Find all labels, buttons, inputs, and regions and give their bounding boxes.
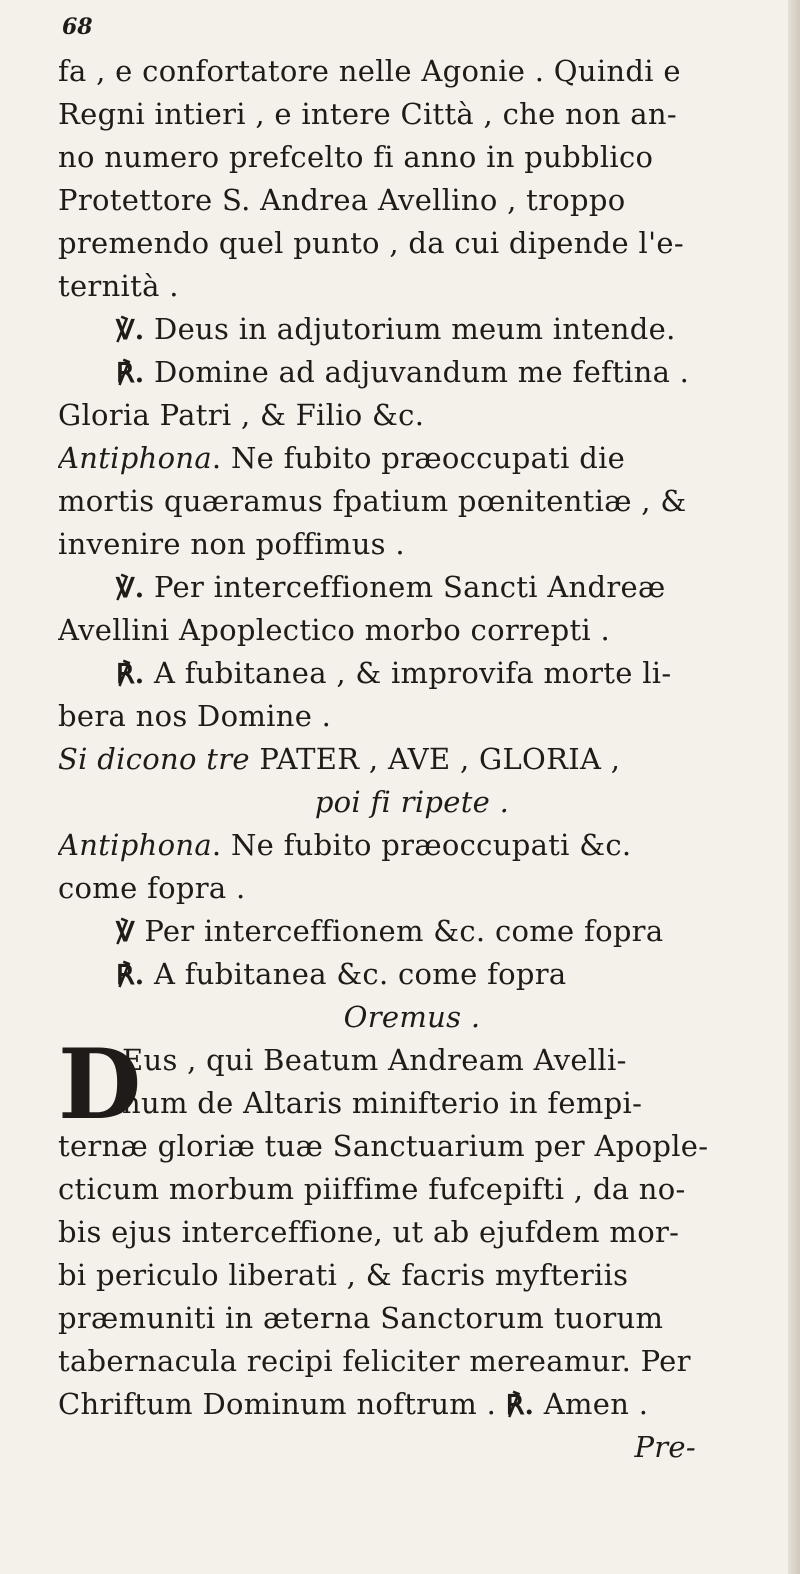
- prayer-line: ternæ gloriæ tuæ Sanctuarium per Apople-: [58, 1129, 709, 1163]
- drop-cap-initial: D: [58, 1028, 142, 1141]
- response-symbol: ℟.: [116, 960, 145, 991]
- catchword: Pre-: [634, 1430, 696, 1464]
- antiphon-label: Antiphona: [58, 828, 212, 862]
- text-line: premendo quel punto , da cui dipende l'e-: [58, 226, 684, 260]
- oremus-heading: Oremus .: [343, 1000, 481, 1034]
- rubric-italic: Si dicono tre: [58, 742, 250, 776]
- amen-text: Amen .: [543, 1387, 649, 1421]
- prayer-line: Eus , qui Beatum Andream Avelli-: [122, 1043, 627, 1077]
- response-line: bera nos Domine .: [58, 699, 332, 733]
- text-line: no numero prefcelto fi anno in pubblico: [58, 140, 654, 174]
- response-line: [58, 652, 766, 695]
- text-line: Protettore S. Andrea Avellino , troppo: [58, 183, 626, 217]
- response-symbol: ℟.: [116, 659, 145, 690]
- versicle-text: Per interceffionem &c. come fopra: [144, 914, 664, 948]
- page-edge: [788, 0, 800, 1574]
- prayer-line: bis ejus interceffione, ut ab ejufdem mor-: [58, 1215, 680, 1249]
- antiphon-line: [58, 437, 766, 480]
- versicle-line: [58, 910, 766, 953]
- prayer-line: [58, 1383, 766, 1426]
- response-text: A fubitanea , & improvifa morte li-: [154, 656, 672, 690]
- rubric-line: poi fi ripete .: [314, 785, 510, 819]
- prayer-text: Chriftum Dominum noftrum .: [58, 1387, 497, 1421]
- versicle-symbol: ℣.: [116, 315, 145, 346]
- versicle-text: Per interceffionem Sancti Andreæ: [154, 570, 666, 604]
- antiphon-line: come fopra .: [58, 871, 246, 905]
- response-text: Domine ad adjuvandum me feftina .: [154, 355, 690, 389]
- page-text: [58, 50, 766, 1469]
- prayer-block: [58, 1028, 766, 1426]
- versicle-line: Avellini Apoplectico morbo correpti .: [58, 613, 611, 647]
- antiphon-line: mortis quæramus fpatium pœnitentiæ , &: [58, 484, 687, 518]
- response-text: A fubitanea &c. come fopra: [154, 957, 567, 991]
- response-symbol: ℟.: [505, 1390, 535, 1421]
- response-line: [58, 351, 766, 394]
- versicle-line: [58, 566, 766, 609]
- prayer-line: præmuniti in æterna Sanctorum tuorum: [58, 1301, 664, 1335]
- text-line: Regni intieri , e intere Città , che non an-: [58, 97, 677, 131]
- antiphon-line: invenire non poffimus .: [58, 527, 405, 561]
- text-line: ternità .: [58, 269, 179, 303]
- versicle-text: Deus in adjutorium meum intende.: [154, 312, 676, 346]
- antiphon-text: . Ne fubito præoccupati &c.: [211, 828, 632, 862]
- versicle-symbol: ℣: [116, 917, 135, 948]
- prayer-line: tabernacula recipi feliciter mereamur. Per: [58, 1344, 691, 1378]
- page-number: 68: [62, 14, 93, 40]
- text-line: fa , e confortatore nelle Agonie . Quindi e: [58, 54, 681, 88]
- versicle-symbol: ℣.: [116, 573, 145, 604]
- rubric-caps: PATER , AVE , GLORIA ,: [249, 742, 621, 776]
- antiphon-line: [58, 824, 766, 867]
- response-symbol: ℟.: [116, 358, 145, 389]
- gloria-line: Gloria Patri , & Filio &c.: [58, 398, 425, 432]
- antiphon-text: . Ne fubito præoccupati die: [211, 441, 626, 475]
- antiphon-label: Antiphona: [58, 441, 212, 475]
- prayer-line: cticum morbum piiffime fufcepifti , da no-: [58, 1172, 686, 1206]
- versicle-line: [58, 308, 766, 351]
- rubric-line: [58, 738, 766, 781]
- prayer-line: bi periculo liberati , & facris myfteriis: [58, 1258, 629, 1292]
- prayer-line: num de Altaris minifterio in fempi-: [122, 1086, 643, 1120]
- response-line: [58, 953, 766, 996]
